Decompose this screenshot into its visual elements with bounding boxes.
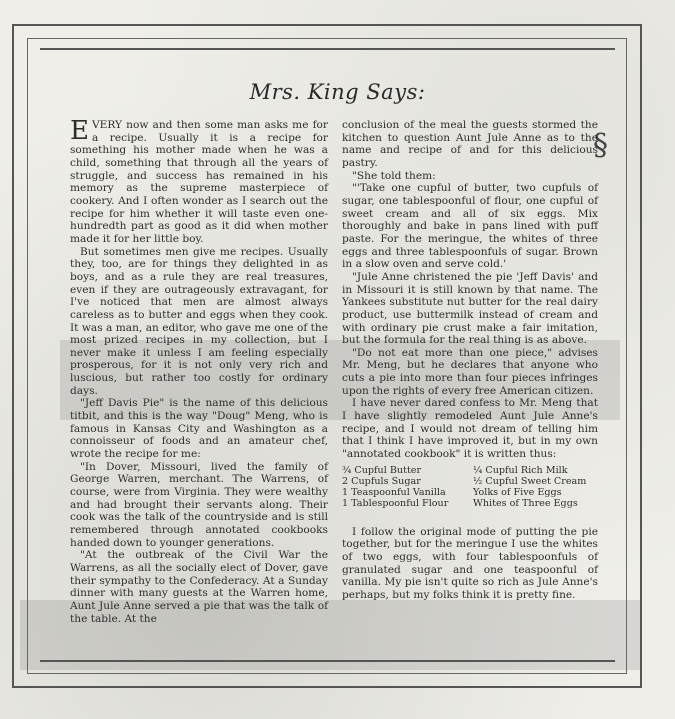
bottom-rule (40, 660, 615, 662)
paragraph: "Jule Anne christened the pie 'Jeff Davis' and in Missouri it is still known by that name. The Yankees substitute nut butter for the real dairy product, use buttermilk instead of cream and with ordinary pie crust make a fair imitation, but the formula for the real thing is as above. (342, 270, 598, 347)
ingredient: Whites of Three Eggs (473, 498, 578, 510)
paragraph: I follow the original mode of putting the pie together, but for the meringue I use the whites of two eggs, with four tablespoonfuls of granulated sugar and one teaspoonful of vanilla. My pie isn't quite so rich as Jule Anne's perhaps, but my folks think it is pretty fine. (342, 525, 598, 601)
paragraph: "She told them: (352, 169, 436, 182)
paragraph: conclusion of the meal the guests stormed the kitchen to question Aunt Jule Anne as to the name and recipe of and for this delicious pastry. (342, 119, 598, 169)
ingredient: ½ Cupful Sweet Cream (473, 475, 587, 487)
paragraph: But sometimes men give me recipes. Usually they, too, are for things they delighted in as boys, and as a rule they are real treasures, even if they are outrageously extravagant, for I've noticed that men are almost always careless as to butter and eggs when they cook. It was a man, an editor, who gave me one of the most prized recipes in my collection, but I never make it unless I am feeling especially prosperous, for it is not only very rich and luscious, but rather too costly for ordinary days. (70, 245, 328, 397)
paragraph: "In Dover, Missouri, lived the family of George Warren, merchant. The Warrens, of course, were from Virginia. They were wealthy and had brought their servants along. Their cook was the talk of the countryside and is still remembered through annotated cookbooks handed down to younger generations. (70, 460, 328, 549)
ingredient: ¼ Cupful Rich Milk (473, 464, 568, 476)
column-title: Mrs. King Says: (249, 80, 426, 104)
paragraph: "At the outbreak of the Civil War the Warrens, as all the socially elect of Dover, gave their sympathy to the Confederacy. At a Sunday dinner with many guests at the Warren home, Aunt Jule Anne served a pie that was the talk of the table. At the (70, 549, 328, 625)
paragraph: "Jeff Davis Pie" is the name of this delicious titbit, and this is the way "Doug" Meng, who is famous in Kansas City and Washington as a connoisseur of foods and an amateur chef, wrote the recipe for me: (70, 397, 328, 461)
margin-pencil-mark: § (593, 128, 608, 163)
top-rule (40, 48, 615, 50)
ingredient: 2 Cupfuls Sugar (342, 475, 421, 487)
ingredient: 1 Teaspoonful Vanilla (342, 487, 446, 499)
paragraph: I have never dared confess to Mr. Meng that I have slightly remodeled Aunt Jule Anne's recipe, and I would not dream of telling him that I think I have improved it, but in my own "annotated cookbook" it is written thus: (342, 397, 598, 461)
paragraph-text: VERY now and then some man asks me for a recipe. Usually it is a recipe for something his mother made when he was a child, something that through all the years of struggle, and success has remained in his memory as the supreme masterpiece of cookery. And I often wonder as I search out the recipe for him whether it will taste even one-hundredth part as good as it did when mother made it for her little boy. (70, 119, 328, 245)
paragraph: "'Take one cupful of butter, two cupfuls of sugar, one tablespoonful of flour, one cupful of sweet cream and all of six eggs. Mix thoroughly and bake in pans lined with puff paste. For the meringue, the whites of three eggs and three tablespoonfuls of sugar. Brown in a slow oven and serve cold.' (342, 182, 598, 271)
recipe-ingredients (342, 465, 598, 510)
left-column (70, 116, 328, 625)
right-column (342, 119, 598, 601)
paragraph (70, 116, 328, 246)
ingredient: Yolks of Five Eggs (473, 487, 562, 499)
ingredient: 1 Tablespoonful Flour (342, 498, 449, 510)
drop-cap: E (70, 116, 89, 146)
spacer (342, 516, 598, 526)
paragraph: "Do not eat more than one piece," advises Mr. Meng, but he declares that anyone who cuts a pie into more than four pieces infringes upon the rights of every free American citizen. (342, 346, 598, 397)
ingredient: ¾ Cupful Butter (342, 464, 422, 476)
